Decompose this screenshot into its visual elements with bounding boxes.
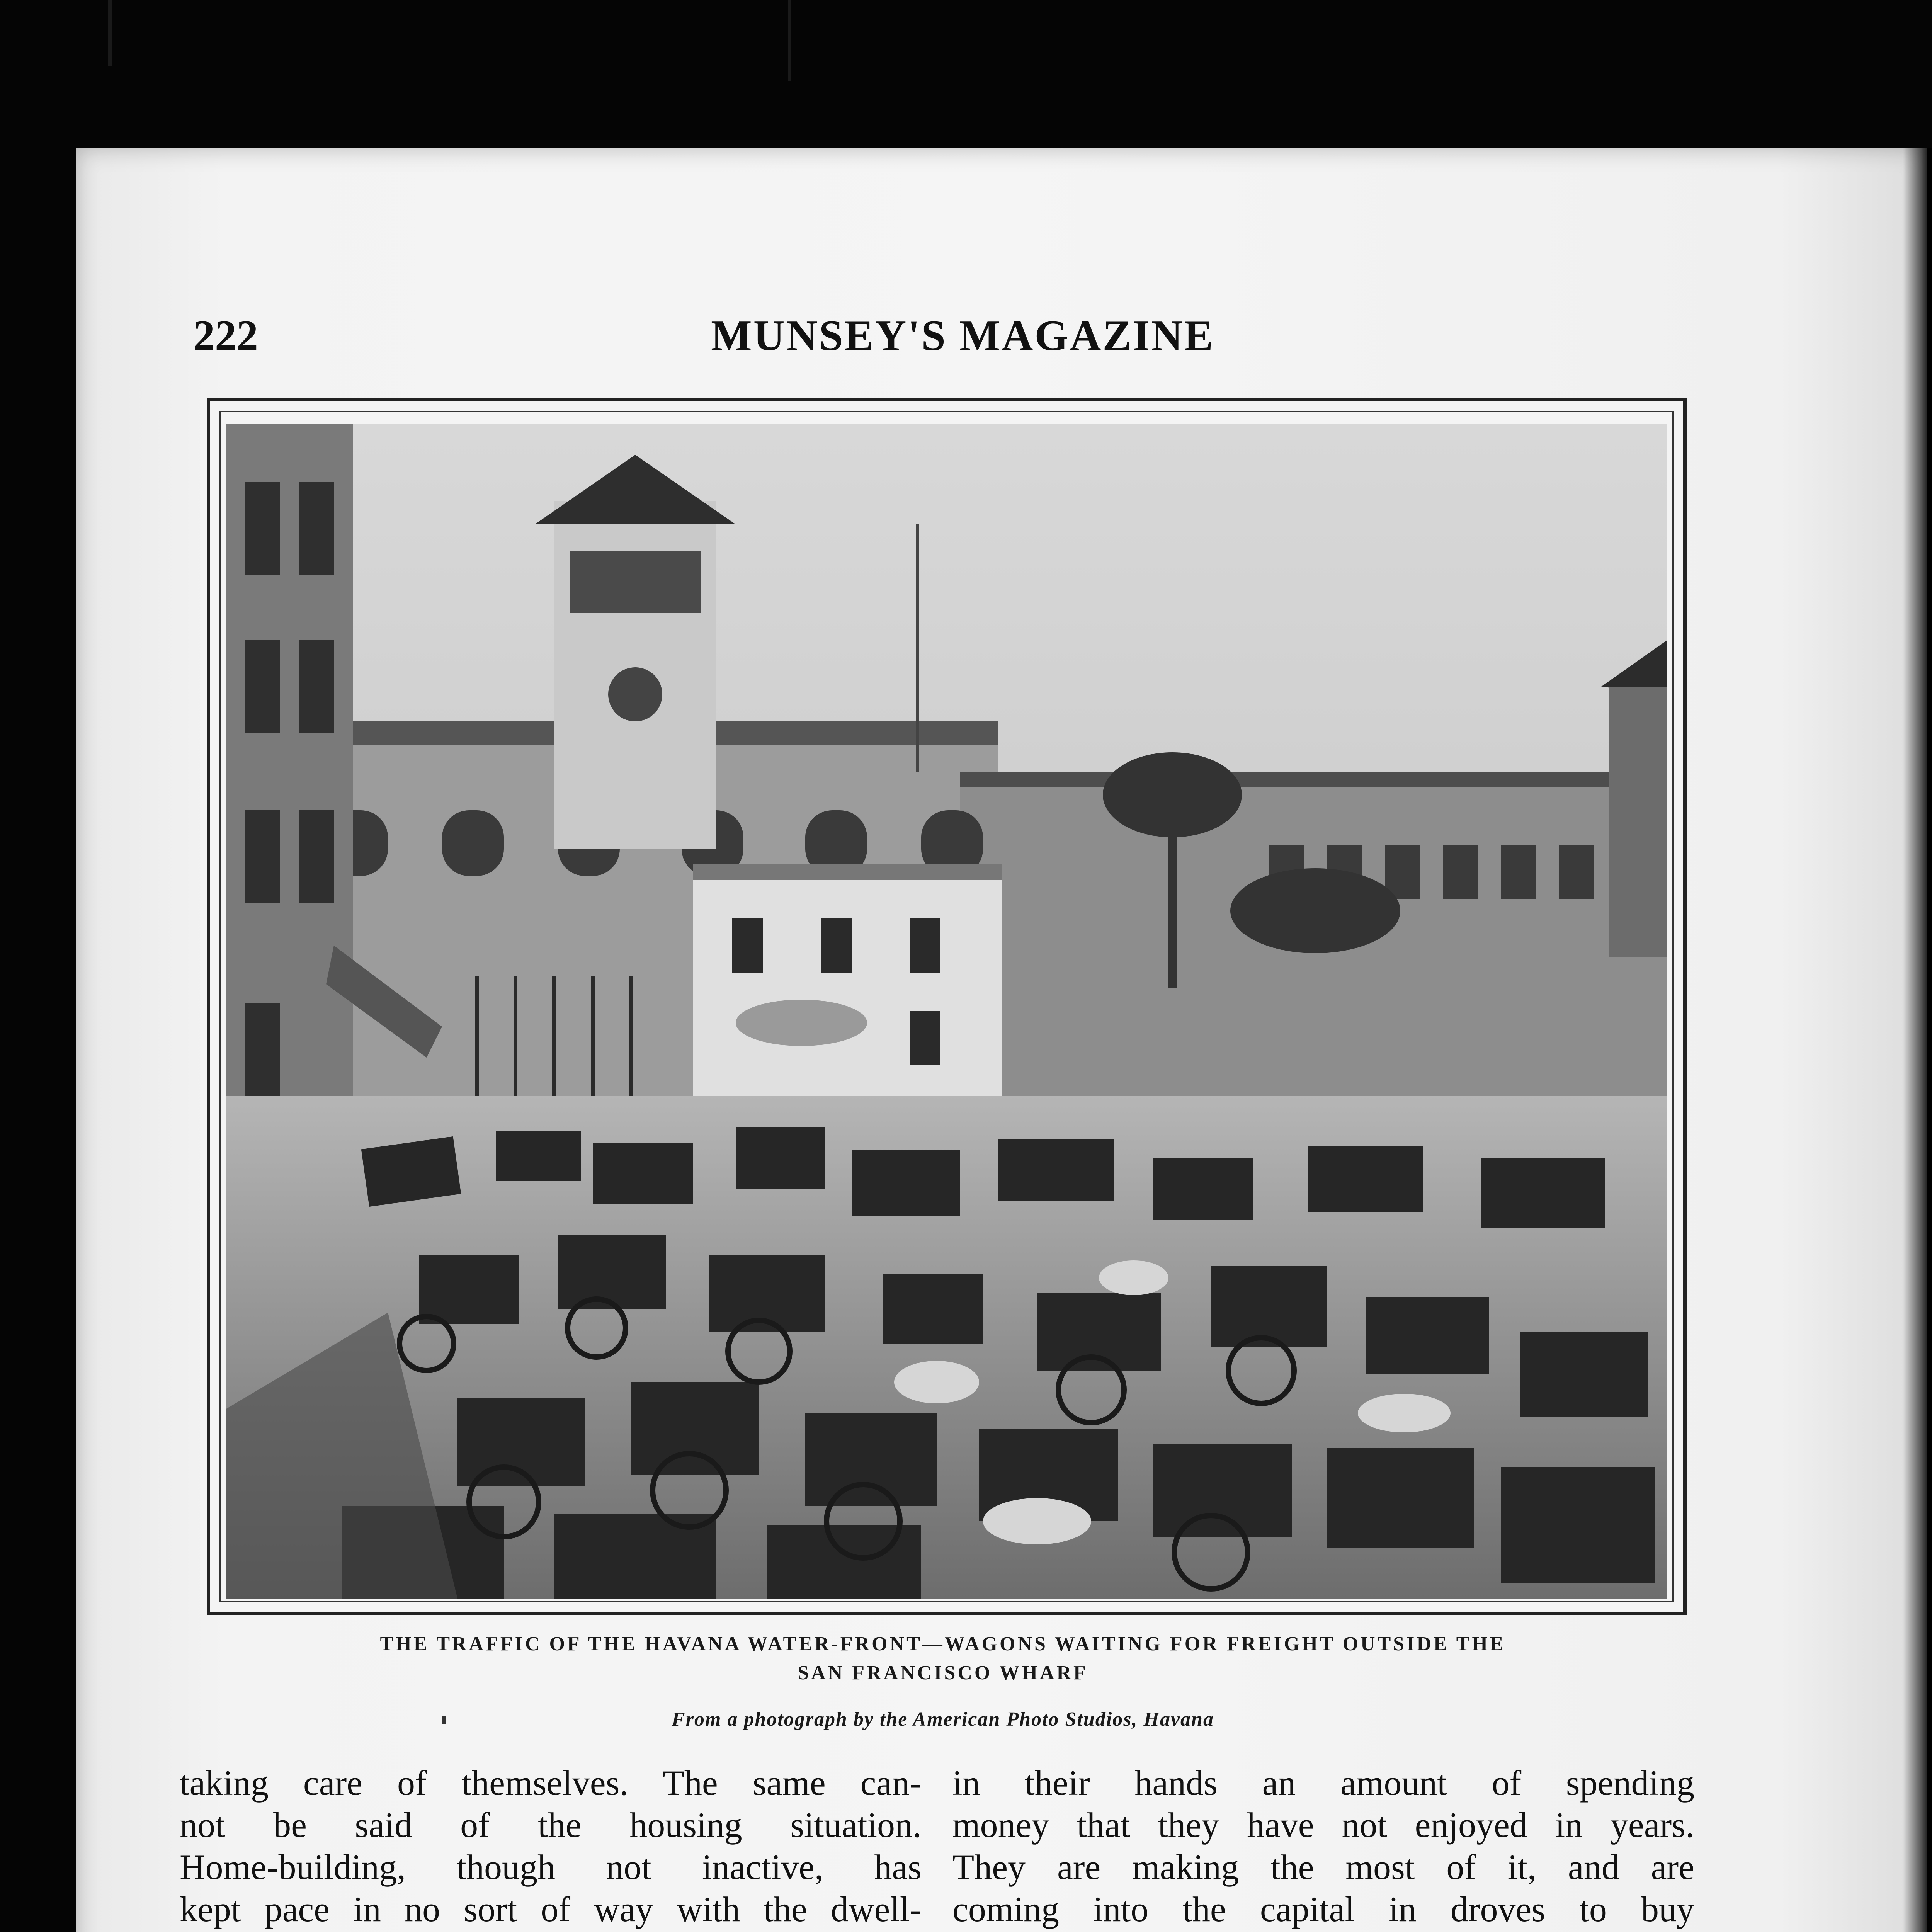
- film-edge-mark: [108, 0, 112, 66]
- text-line: money that they have not enjoyed in years.: [952, 1805, 1694, 1845]
- havana-waterfront-photo: [226, 424, 1667, 1599]
- text-line: in their hands an amount of spending: [952, 1763, 1694, 1803]
- film-edge-mark: [788, 0, 791, 81]
- running-head: MUNSEY'S MAGAZINE: [711, 312, 1215, 360]
- text-line: Home-building, though not inactive, has: [180, 1847, 922, 1887]
- photo-illustration: [226, 424, 1667, 1599]
- text-line: taking care of themselves. The same can-: [180, 1763, 922, 1803]
- text-line: [952, 1930, 1694, 1932]
- figure-caption-line-1: THE TRAFFIC OF THE HAVANA WATER-FRONT—WAGONS WAITING FOR FREIGHT OUTSIDE THE: [380, 1633, 1506, 1655]
- photo-frame: [207, 398, 1687, 1615]
- photo-credit: From a photograph by the American Photo Studios, Havana: [672, 1708, 1214, 1730]
- figure-caption-line-2: SAN FRANCISCO WHARF: [798, 1662, 1088, 1684]
- text-line: [180, 1930, 922, 1932]
- text-line: coming into the capital in droves to buy: [952, 1889, 1694, 1929]
- text-line: They are making the most of it, and are: [952, 1847, 1694, 1887]
- text-line: kept pace in no sort of way with the dwell-: [180, 1889, 922, 1929]
- body-text-left-column: [180, 1762, 922, 1932]
- text-line: not be said of the housing situation.: [180, 1805, 922, 1845]
- page-gutter-shadow: [1903, 148, 1932, 1932]
- body-text-right-column: [952, 1762, 1694, 1932]
- page-number: 222: [193, 312, 258, 360]
